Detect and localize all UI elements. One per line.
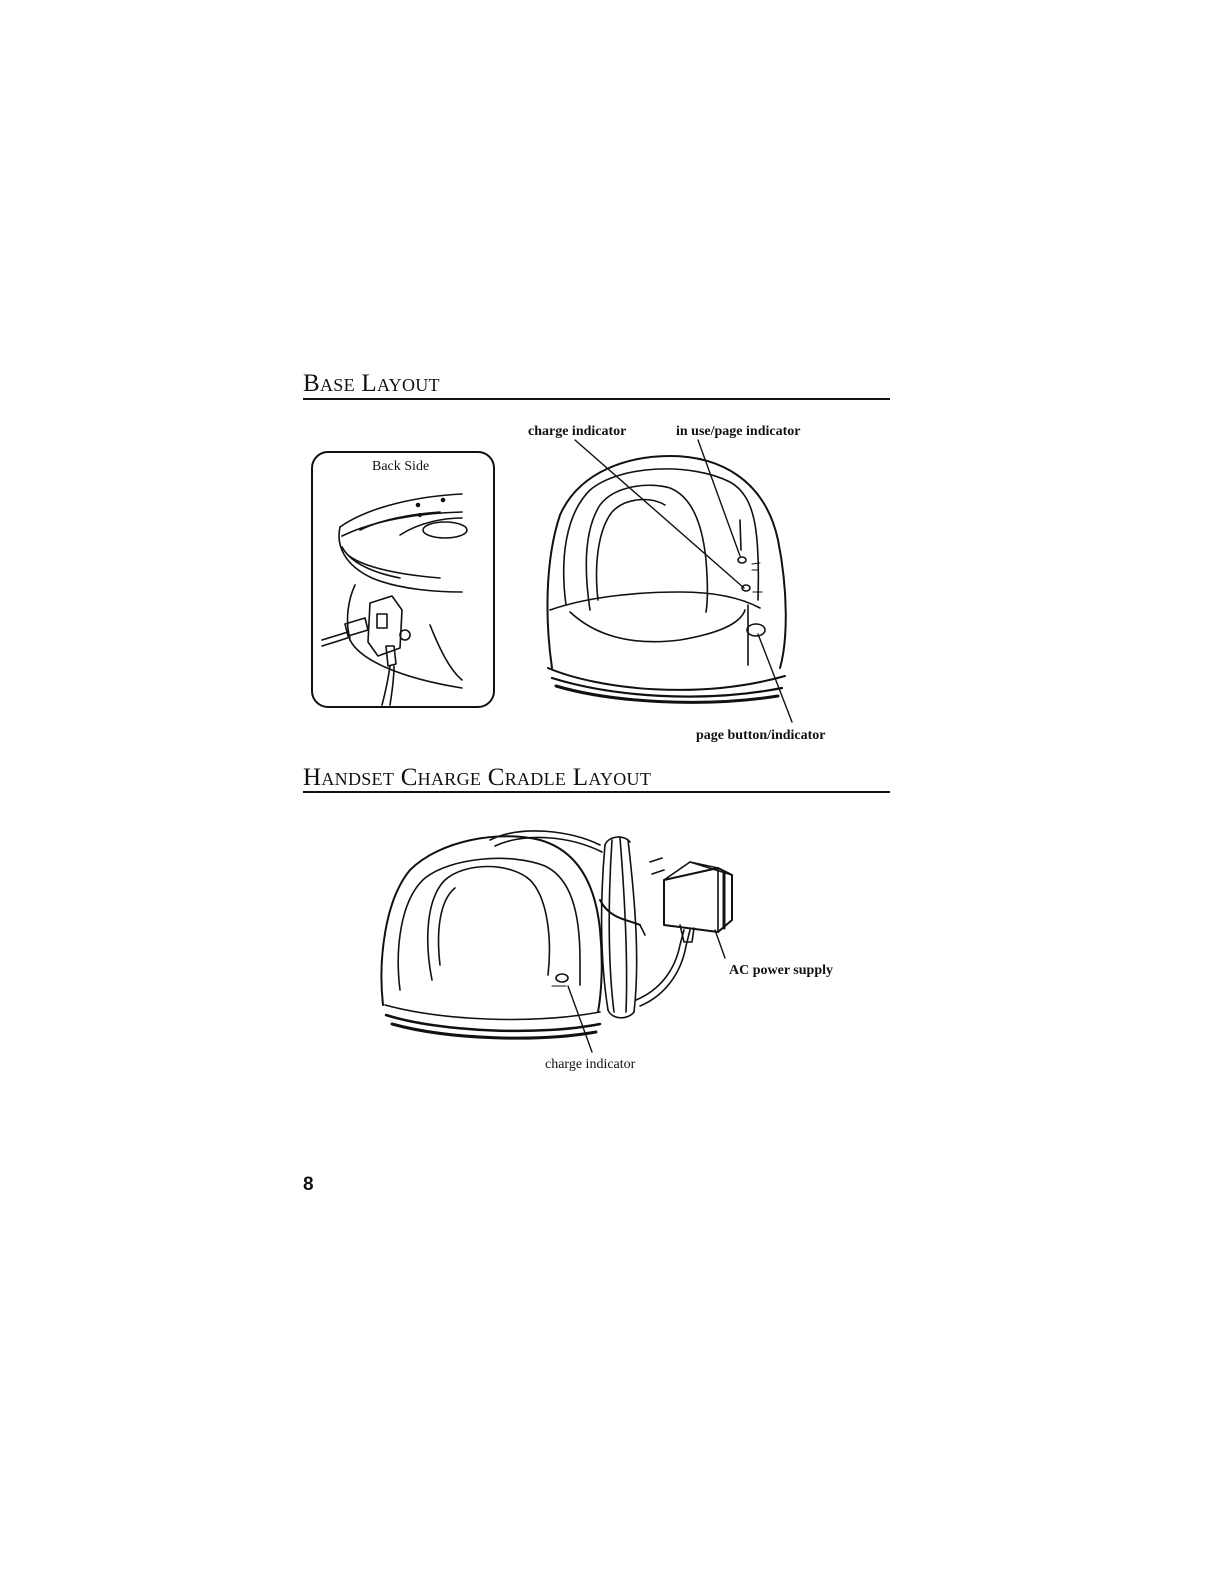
label-page-button-indicator: page button/indicator: [696, 728, 826, 743]
back-side-label: Back Side: [372, 459, 430, 474]
label-ac-power-supply: AC power supply: [729, 963, 833, 978]
label-in-use-page-indicator: in use/page indicator: [676, 424, 801, 439]
page-number: 8: [303, 1174, 314, 1195]
ac-adapter-illustration: [650, 858, 732, 958]
label-charge-indicator-base: charge indicator: [528, 424, 627, 439]
charge-cradle-illustration: [381, 831, 602, 1052]
back-side-illustration: [312, 452, 494, 707]
base-layout-heading: Base Layout: [303, 370, 440, 397]
base-unit-illustration: [547, 440, 792, 722]
cradle-layout-heading: Handset Charge Cradle Layout: [303, 764, 652, 791]
label-charge-indicator-cradle: charge indicator: [545, 1057, 636, 1072]
